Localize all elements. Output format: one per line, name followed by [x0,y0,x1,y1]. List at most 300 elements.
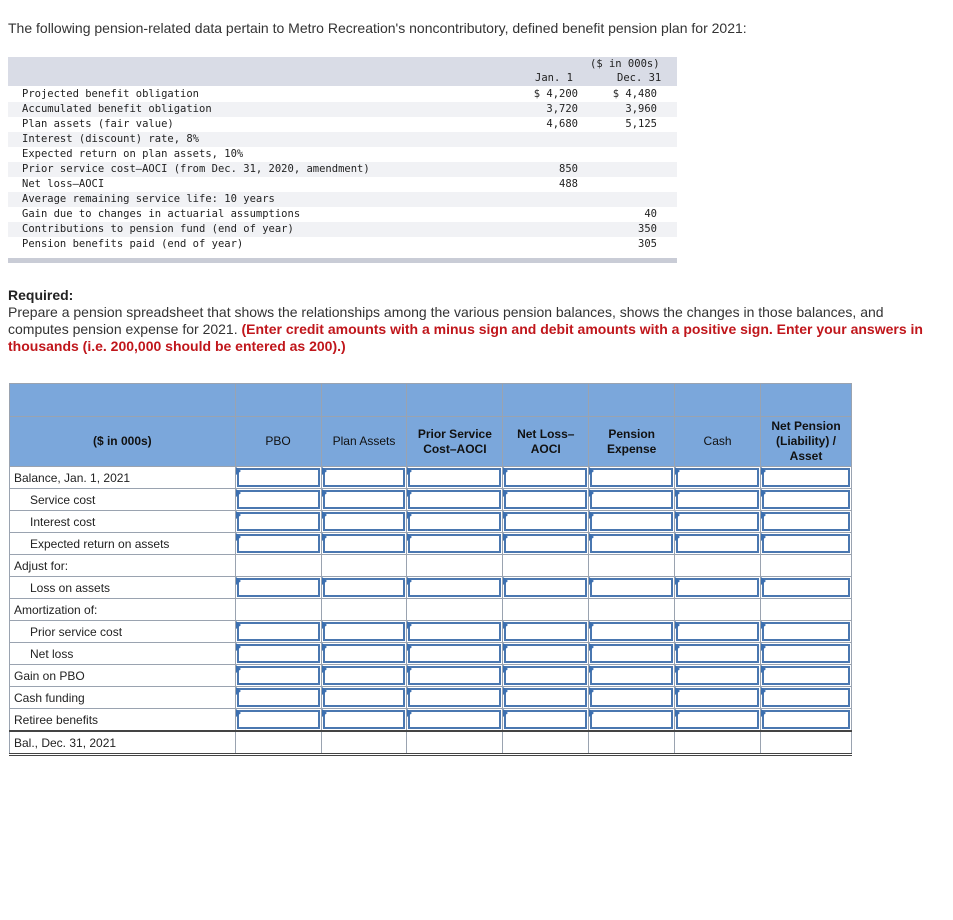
sheet-row-label: Adjust for: [10,555,236,577]
sheet-header-row [10,417,852,467]
input-marker-icon [322,489,327,497]
sheet-column-header: PBO [235,417,321,467]
input-marker-icon [761,467,766,475]
amount-input-cell[interactable] [407,467,503,489]
amount-input-cell[interactable] [675,489,761,511]
amount-input[interactable] [590,644,673,663]
input-marker-icon [675,709,680,717]
sheet-row-label: Gain on PBO [10,665,236,687]
amount-input-cell[interactable] [503,533,589,555]
input-marker-icon [322,533,327,541]
amount-input-cell[interactable] [503,467,589,489]
input-marker-icon [761,621,766,629]
empty-cell [503,731,589,755]
sheet-column-header: Plan Assets [321,417,407,467]
amount-input[interactable] [504,468,587,487]
intro-text: The following pension-related data pertain to Metro Recreation's noncontributory, defined benefit pension plan for 2021: [8,20,747,36]
input-marker-icon [761,577,766,585]
amount-input-cell[interactable] [761,665,852,687]
amount-input[interactable] [323,490,406,509]
sheet-column-header: ($ in 000s) [10,417,236,467]
amount-input[interactable] [408,490,501,509]
input-marker-icon [503,709,508,717]
amount-input[interactable] [237,666,320,685]
input-marker-icon [322,577,327,585]
input-marker-icon [407,533,412,541]
input-marker-icon [589,665,594,673]
data-table-header [8,57,677,86]
amount-input-cell[interactable] [503,709,589,732]
amount-input[interactable] [504,490,587,509]
amount-input[interactable] [237,710,320,729]
amount-input[interactable] [762,710,850,729]
input-marker-icon [675,621,680,629]
sheet-row-label: Loss on assets [10,577,236,599]
amount-input[interactable] [408,688,501,707]
amount-input[interactable] [504,578,587,597]
input-marker-icon [503,533,508,541]
amount-input-cell[interactable] [235,511,321,533]
amount-input-cell[interactable] [761,621,852,643]
amount-input-cell[interactable] [407,687,503,709]
data-row-label: Prior service cost—AOCI (from Dec. 31, 2020, amendment) [22,163,370,175]
data-row-jan-value: 3,720 [546,103,578,115]
input-marker-icon [407,665,412,673]
data-row-label: Interest (discount) rate, 8% [22,133,200,145]
amount-input[interactable] [762,468,850,487]
input-marker-icon [503,665,508,673]
amount-input[interactable] [408,622,501,641]
amount-input[interactable] [504,622,587,641]
amount-input-cell[interactable] [321,665,407,687]
amount-input-cell[interactable] [407,709,503,732]
data-row [8,207,677,222]
empty-cell [761,731,852,755]
data-row-dec-value: $ 4,480 [612,88,657,100]
amount-input-cell[interactable] [503,621,589,643]
amount-input-cell[interactable] [675,577,761,599]
input-marker-icon [322,643,327,651]
sheet-row-label: Bal., Dec. 31, 2021 [10,731,236,755]
amount-input[interactable] [504,644,587,663]
amount-input[interactable] [504,512,587,531]
data-row [8,117,677,132]
data-row-dec-value: 350 [638,223,657,235]
input-marker-icon [589,489,594,497]
amount-input[interactable] [323,468,406,487]
empty-cell [675,555,761,577]
data-row-label: Plan assets (fair value) [22,118,174,130]
amount-input[interactable] [408,666,501,685]
amount-input[interactable] [237,468,320,487]
sheet-row [10,511,852,533]
input-marker-icon [503,467,508,475]
amount-input[interactable] [323,710,406,729]
input-marker-icon [407,577,412,585]
amount-input[interactable] [408,710,501,729]
sheet-header-top-row [10,384,852,417]
input-marker-icon [589,467,594,475]
input-marker-icon [761,709,766,717]
empty-cell [675,731,761,755]
amount-input[interactable] [237,490,320,509]
amount-input[interactable] [762,622,850,641]
amount-input-cell[interactable] [675,621,761,643]
amount-input[interactable] [762,490,850,509]
amount-input-cell[interactable] [589,687,675,709]
amount-input[interactable] [323,534,406,553]
empty-cell [235,599,321,621]
amount-input[interactable] [408,534,501,553]
amount-input[interactable] [590,578,673,597]
data-row-label: Projected benefit obligation [22,88,200,100]
sheet-row-label: Prior service cost [10,621,236,643]
input-marker-icon [675,533,680,541]
input-marker-icon [407,467,412,475]
pension-data-table [8,57,677,264]
required-title: Required: [8,287,74,303]
amount-input[interactable] [237,644,320,663]
amount-input-cell[interactable] [235,687,321,709]
input-marker-icon [589,533,594,541]
input-marker-icon [675,665,680,673]
amount-input[interactable] [323,644,406,663]
amount-input-cell[interactable] [675,709,761,732]
input-marker-icon [322,621,327,629]
sheet-column-header: Cash [675,417,761,467]
input-marker-icon [407,621,412,629]
input-marker-icon [236,709,241,717]
amount-input-cell[interactable] [503,687,589,709]
amount-input-cell[interactable] [589,533,675,555]
amount-input-cell[interactable] [589,665,675,687]
data-row [8,177,677,192]
data-row-dec-value: 3,960 [625,103,657,115]
sheet-row [10,621,852,643]
amount-input-cell[interactable] [589,489,675,511]
amount-input[interactable] [504,534,587,553]
amount-input[interactable] [323,512,406,531]
amount-input[interactable] [676,688,759,707]
sheet-row [10,467,852,489]
amount-input[interactable] [504,666,587,685]
input-marker-icon [589,687,594,695]
amount-input[interactable] [676,534,759,553]
input-marker-icon [761,687,766,695]
input-marker-icon [589,709,594,717]
input-marker-icon [503,621,508,629]
amount-input-cell[interactable] [407,511,503,533]
amount-input-cell[interactable] [235,621,321,643]
input-marker-icon [322,511,327,519]
amount-input[interactable] [408,644,501,663]
amount-input-cell[interactable] [761,709,852,732]
amount-input-cell[interactable] [589,577,675,599]
data-row [8,237,677,252]
amount-input[interactable] [323,666,406,685]
input-marker-icon [236,643,241,651]
data-row [8,162,677,177]
amount-input-cell[interactable] [407,621,503,643]
sheet-row [10,577,852,599]
empty-cell [761,555,852,577]
data-row-dec-value: 305 [638,238,657,250]
amount-input-cell[interactable] [321,621,407,643]
pension-spreadsheet [9,383,852,756]
amount-input-cell[interactable] [503,577,589,599]
sheet-row-label: Retiree benefits [10,709,236,732]
input-marker-icon [589,511,594,519]
sheet-column-header: Net Loss–AOCI [503,417,589,467]
amount-input-cell[interactable] [407,665,503,687]
sheet-row [10,599,852,621]
sheet-row-label: Expected return on assets [10,533,236,555]
amount-input[interactable] [408,512,501,531]
amount-input-cell[interactable] [407,577,503,599]
data-row [8,147,677,162]
empty-cell [235,731,321,755]
data-row-dec-value: 5,125 [625,118,657,130]
amount-input-cell[interactable] [589,511,675,533]
data-table-bottom-bar [8,258,677,263]
data-row-label: Net loss—AOCI [22,178,105,190]
input-marker-icon [675,511,680,519]
data-row-label: Average remaining service life: 10 years [22,193,275,205]
input-marker-icon [675,687,680,695]
data-row-label: Contributions to pension fund (end of year) [22,223,294,235]
amount-input[interactable] [676,644,759,663]
amount-input-cell[interactable] [321,489,407,511]
amount-input[interactable] [762,644,850,663]
amount-input[interactable] [504,710,587,729]
data-row [8,222,677,237]
amount-input-cell[interactable] [589,467,675,489]
sheet-row [10,665,852,687]
amount-input[interactable] [323,688,406,707]
amount-input-cell[interactable] [407,643,503,665]
sheet-column-header: Prior Service Cost–AOCI [407,417,503,467]
amount-input[interactable] [237,512,320,531]
amount-input-cell[interactable] [503,489,589,511]
amount-input-cell[interactable] [503,511,589,533]
amount-input-cell[interactable] [235,643,321,665]
data-row [8,102,677,117]
amount-input-cell[interactable] [675,467,761,489]
data-row-label: Gain due to changes in actuarial assumptions [22,208,301,220]
input-marker-icon [675,489,680,497]
input-marker-icon [407,709,412,717]
input-marker-icon [236,577,241,585]
input-marker-icon [675,467,680,475]
data-row-label: Pension benefits paid (end of year) [22,238,244,250]
sheet-row [10,555,852,577]
amount-input-cell[interactable] [675,511,761,533]
amount-input[interactable] [676,468,759,487]
amount-input[interactable] [762,666,850,685]
amount-input-cell[interactable] [761,511,852,533]
amount-input[interactable] [237,534,320,553]
input-marker-icon [236,467,241,475]
input-marker-icon [675,643,680,651]
amount-input-cell[interactable] [407,533,503,555]
input-marker-icon [407,687,412,695]
input-marker-icon [322,467,327,475]
amount-input[interactable] [762,578,850,597]
amount-input[interactable] [590,468,673,487]
empty-cell [761,599,852,621]
data-row-jan-value: 850 [559,163,578,175]
empty-cell [675,599,761,621]
amount-input-cell[interactable] [235,709,321,732]
empty-cell [407,555,503,577]
amount-input[interactable] [323,622,406,641]
input-marker-icon [761,665,766,673]
amount-input-cell[interactable] [321,687,407,709]
amount-input-cell[interactable] [761,467,852,489]
input-marker-icon [761,489,766,497]
sheet-row [10,687,852,709]
amount-input[interactable] [676,512,759,531]
empty-cell [589,599,675,621]
amount-input[interactable] [504,688,587,707]
amount-input[interactable] [676,578,759,597]
empty-cell [589,731,675,755]
sheet-row [10,731,852,755]
data-row [8,87,677,102]
amount-input[interactable] [590,688,673,707]
amount-input-cell[interactable] [761,643,852,665]
amount-input[interactable] [762,534,850,553]
amount-input[interactable] [590,666,673,685]
amount-input-cell[interactable] [321,643,407,665]
empty-cell [589,555,675,577]
sheet-row [10,709,852,732]
data-row [8,192,677,207]
input-marker-icon [503,489,508,497]
amount-input-cell[interactable] [235,577,321,599]
amount-input-cell[interactable] [321,709,407,732]
amount-input[interactable] [762,512,850,531]
amount-input-cell[interactable] [235,665,321,687]
amount-input-cell[interactable] [321,577,407,599]
input-marker-icon [322,665,327,673]
data-row-jan-value: $ 4,200 [533,88,578,100]
input-marker-icon [675,577,680,585]
amount-input[interactable] [590,490,673,509]
amount-input[interactable] [590,534,673,553]
amount-input-cell[interactable] [761,533,852,555]
amount-input-cell[interactable] [761,687,852,709]
amount-input-cell[interactable] [321,533,407,555]
input-marker-icon [407,643,412,651]
data-row-jan-value: 4,680 [546,118,578,130]
amount-input-cell[interactable] [235,533,321,555]
amount-input[interactable] [676,666,759,685]
amount-input[interactable] [762,688,850,707]
empty-cell [321,599,407,621]
input-marker-icon [407,489,412,497]
input-marker-icon [503,577,508,585]
amount-input-cell[interactable] [761,577,852,599]
data-row-label: Expected return on plan assets, 10% [22,148,244,160]
input-marker-icon [236,687,241,695]
input-marker-icon [503,687,508,695]
sheet-row-label: Amortization of: [10,599,236,621]
empty-cell [503,555,589,577]
amount-input[interactable] [676,490,759,509]
amount-input[interactable] [408,468,501,487]
amount-input-cell[interactable] [321,511,407,533]
input-marker-icon [322,709,327,717]
empty-cell [503,599,589,621]
sheet-column-header: Net Pension (Liability) / Asset [761,417,852,467]
amount-input-cell[interactable] [235,467,321,489]
sheet-column-header: Pension Expense [589,417,675,467]
amount-input-cell[interactable] [675,643,761,665]
amount-input[interactable] [237,622,320,641]
dec-header: Dec. 31 [617,72,662,84]
sheet-row-label: Interest cost [10,511,236,533]
amount-input-cell[interactable] [675,687,761,709]
amount-input[interactable] [676,710,759,729]
input-marker-icon [322,687,327,695]
empty-cell [321,731,407,755]
input-marker-icon [503,511,508,519]
amount-input-cell[interactable] [503,665,589,687]
amount-input[interactable] [676,622,759,641]
amount-input[interactable] [408,578,501,597]
sheet-row-label: Balance, Jan. 1, 2021 [10,467,236,489]
amount-input[interactable] [590,512,673,531]
amount-input-cell[interactable] [321,467,407,489]
data-row [8,132,677,147]
data-row-dec-value: 40 [644,208,657,220]
amount-input-cell[interactable] [407,489,503,511]
amount-input-cell[interactable] [589,621,675,643]
amount-input-cell[interactable] [589,643,675,665]
amount-input-cell[interactable] [589,709,675,732]
amount-input-cell[interactable] [675,533,761,555]
input-marker-icon [236,511,241,519]
empty-cell [235,555,321,577]
input-marker-icon [236,621,241,629]
input-marker-icon [236,533,241,541]
sheet-row-label: Net loss [10,643,236,665]
amount-input-cell[interactable] [503,643,589,665]
sheet-row-label: Service cost [10,489,236,511]
amount-input-cell[interactable] [761,489,852,511]
input-marker-icon [407,511,412,519]
sheet-row [10,533,852,555]
empty-cell [407,599,503,621]
input-marker-icon [761,511,766,519]
required-text: Prepare a pension spreadsheet that shows the relationships among the various pension balances, shows the changes in those balances, and computes pension expense for 2021. [8,304,884,337]
amount-input[interactable] [590,622,673,641]
data-row-label: Accumulated benefit obligation [22,103,212,115]
amount-input-cell[interactable] [235,489,321,511]
data-row-jan-value: 488 [559,178,578,190]
required-section [8,287,948,355]
input-marker-icon [503,643,508,651]
sheet-row [10,643,852,665]
amount-input-cell[interactable] [675,665,761,687]
amount-input[interactable] [323,578,406,597]
amount-input[interactable] [590,710,673,729]
required-instruction: (Enter credit amounts with a minus sign and debit amounts with a positive sign. Enter your answers in thousands (i.e. 200,000 should be entered as 200).) [8,321,923,354]
amount-input[interactable] [237,578,320,597]
amount-input[interactable] [237,688,320,707]
input-marker-icon [761,533,766,541]
